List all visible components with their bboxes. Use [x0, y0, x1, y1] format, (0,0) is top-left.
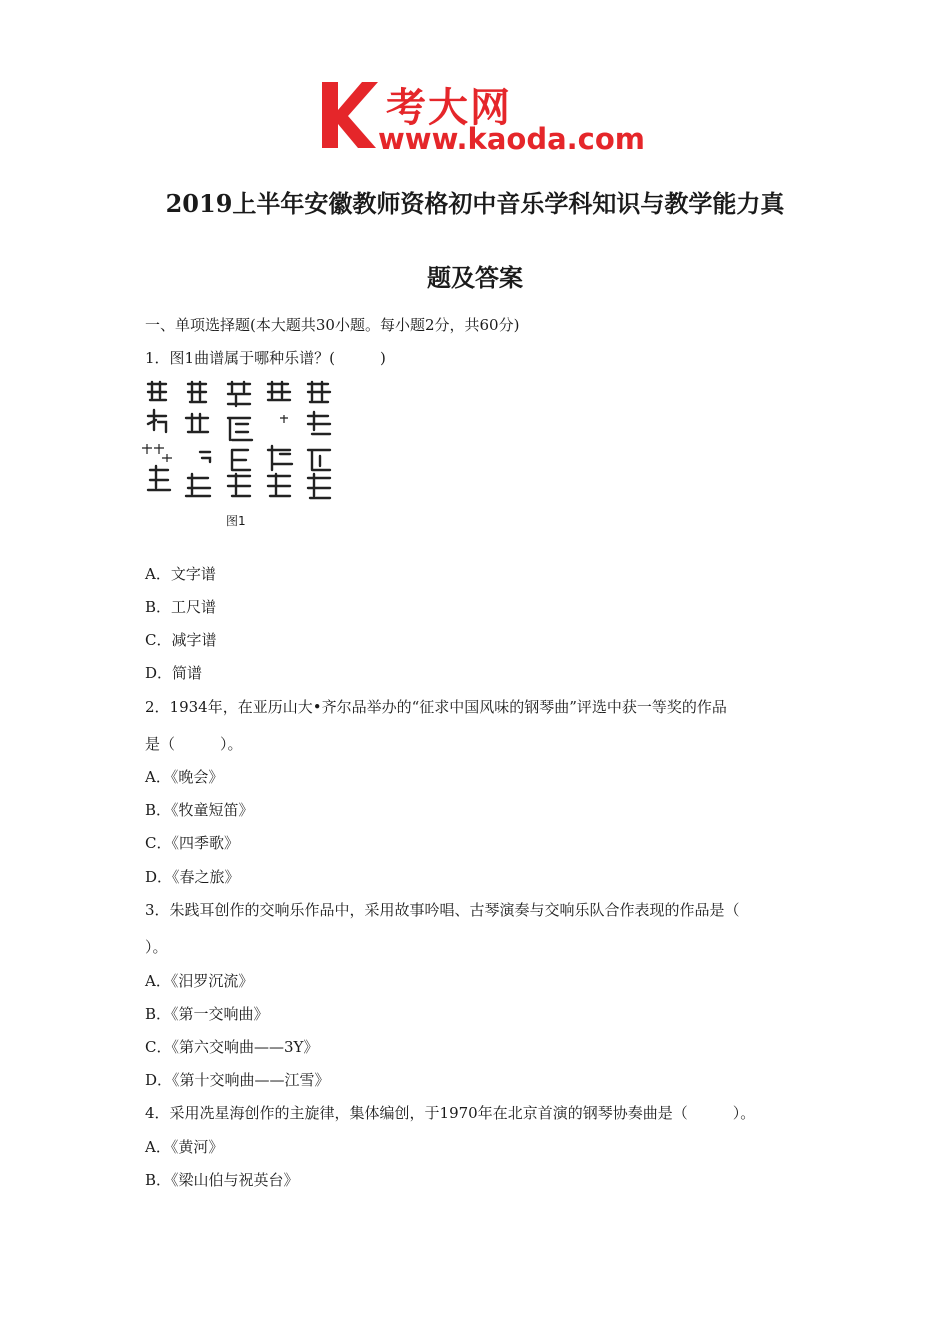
logo-url-text: www.kaoda.com — [378, 122, 645, 156]
question-2-stem-line2: 是（ ）。 — [145, 735, 243, 753]
question-4-stem: 4．采用冼星海创作的主旋律，集体编创，于1970年在北京首演的钢琴协奏曲是（ ）。 — [145, 1104, 756, 1122]
question-1-option-a: A．文字谱 — [145, 565, 216, 583]
figure-1-score-image — [140, 378, 340, 532]
jianzi-score-icon — [140, 378, 340, 532]
question-2-option-a: A．《晚会》 — [145, 768, 224, 786]
question-4-option-b: B．《梁山伯与祝英台》 — [145, 1171, 299, 1189]
question-3-stem-line1: 3．朱践耳创作的交响乐作品中，采用故事吟唱、古琴演奏与交响乐队合作表现的作品是（ — [145, 901, 740, 919]
question-2-option-b: B．《牧童短笛》 — [145, 801, 254, 819]
kaoda-logo — [318, 78, 645, 160]
question-3-option-c: C．《第六交响曲——3Y》 — [145, 1038, 319, 1056]
question-2-option-d: D．《春之旅》 — [145, 868, 240, 886]
question-1-option-d: D．简谱 — [145, 664, 203, 682]
question-3-option-a: A．《汨罗沉流》 — [145, 972, 254, 990]
question-3-option-b: B．《第一交响曲》 — [145, 1005, 269, 1023]
question-3-option-d: D．《第十交响曲——江雪》 — [145, 1071, 330, 1089]
question-2-option-c: C．《四季歌》 — [145, 834, 239, 852]
question-3-stem-line2: ）。 — [145, 938, 168, 956]
document-title-line2: 题及答案 — [427, 263, 523, 292]
question-1-option-c: C．减字谱 — [145, 631, 217, 649]
k-logo-icon — [318, 80, 378, 150]
question-2-stem-line1: 2．1934年，在亚历山大•齐尔品举办的“征求中国风味的钢琴曲”评选中获一等奖的作品 — [145, 698, 727, 716]
question-4-option-a: A．《黄河》 — [145, 1138, 224, 1156]
question-1-option-b: B．工尺谱 — [145, 598, 217, 616]
section-heading: 一、单项选择题(本大题共30小题。每小题2分，共60分) — [145, 316, 520, 334]
document-title-line1: 2019上半年安徽教师资格初中音乐学科知识与教学能力真 — [165, 189, 785, 218]
figure-1-caption: 图1 — [226, 514, 246, 528]
logo-brand-text: 考大网 — [386, 85, 512, 131]
question-1-stem: 1．图1曲谱属于哪种乐谱？( ) — [145, 349, 386, 367]
